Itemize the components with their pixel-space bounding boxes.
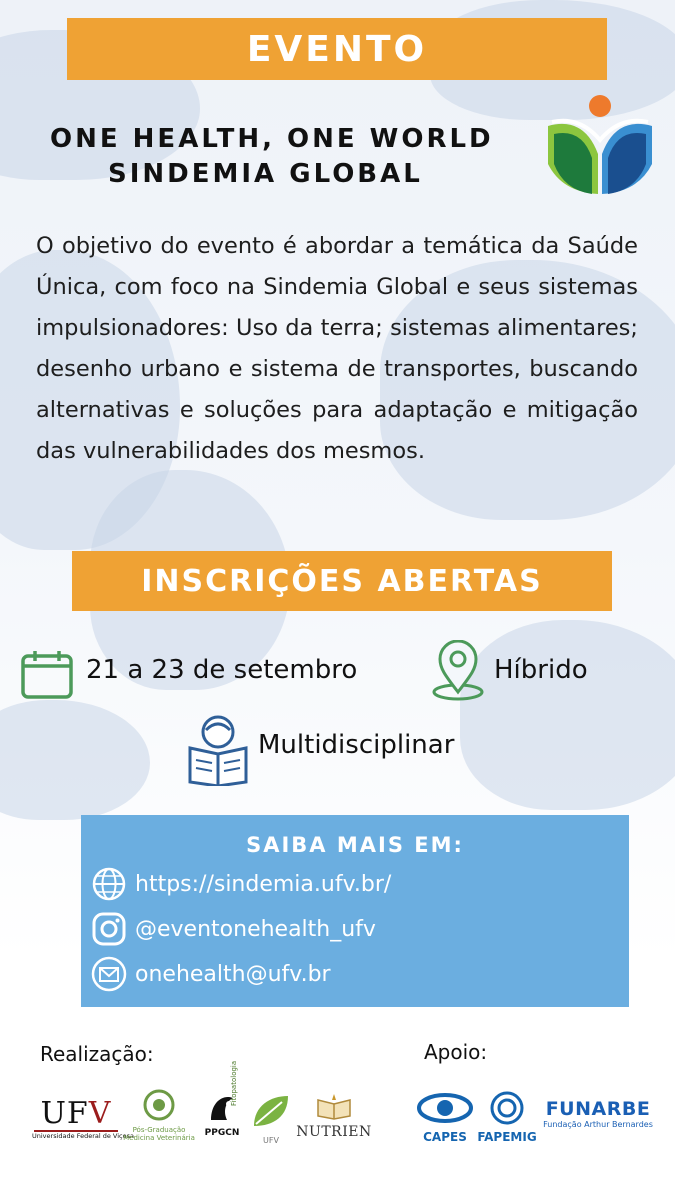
fapemig-emblem-icon	[488, 1090, 526, 1126]
website-link[interactable]	[91, 865, 391, 903]
event-scope: Multidisciplinar	[258, 730, 455, 760]
more-info-title: SAIBA MAIS EM:	[246, 833, 464, 857]
ppgcn-logo: PPGCN	[200, 1092, 244, 1146]
map-shape	[0, 700, 150, 820]
fapemig-logo: FAPEMIG	[474, 1090, 540, 1146]
instagram-link[interactable]	[91, 910, 376, 948]
location-pin-icon	[430, 640, 486, 702]
funarbe-logo: FUNARBE Fundação Arthur Bernardes	[543, 1098, 653, 1129]
event-banner: EVENTO	[67, 18, 607, 80]
leaf-icon	[246, 1090, 296, 1132]
website-url: https://sindemia.ufv.br/	[135, 871, 392, 897]
calendar-icon	[20, 648, 74, 700]
instagram-handle: @eventonehealth_ufv	[135, 916, 376, 942]
fitopatologia-logo: Fitopatologia UFV	[246, 1090, 296, 1146]
ufv-subtitle: Universidade Federal de Viçosa	[32, 1132, 134, 1140]
globe-icon	[91, 866, 127, 902]
map-shape	[460, 620, 675, 810]
email-address: onehealth@ufv.br	[135, 961, 331, 987]
reader-book-icon	[186, 712, 250, 786]
instagram-icon	[91, 911, 127, 947]
vet-emblem-icon	[142, 1088, 176, 1122]
one-health-logo	[544, 94, 656, 204]
event-date: 21 a 23 de setembro	[86, 655, 358, 685]
mail-icon	[91, 956, 127, 992]
realizacao-label: Realização:	[40, 1042, 154, 1066]
capes-logo: CAPES	[414, 1090, 476, 1146]
event-description: O objetivo do evento é abordar a temática da Saúde Única, com foco na Sindemia Global e seus sistemas impulsionadores: Uso da terra; sistemas alimentares; desenho urbano e sistema de transportes, buscando alternativas e soluções para adaptação e mitigação das vulnerabilidades dos mesmos.	[36, 233, 638, 464]
ufv-logo: UFV Universidade Federal de Viçosa	[32, 1096, 134, 1140]
registration-banner: INSCRIÇÕES ABERTAS	[72, 551, 612, 611]
event-title-line1: ONE HEALTH, ONE WORLD	[50, 124, 494, 154]
more-info-box	[81, 815, 629, 1007]
nutrien-logo: NUTRIEN	[296, 1092, 372, 1146]
apoio-label: Apoio:	[424, 1040, 488, 1064]
email-link[interactable]	[91, 955, 331, 993]
open-book-icon	[314, 1092, 354, 1120]
event-title-line2: SINDEMIA GLOBAL	[108, 159, 423, 189]
vet-medicine-logo: Pós-Graduação Medicina Veterinária	[120, 1088, 198, 1150]
event-format: Híbrido	[494, 655, 588, 685]
capes-eye-icon	[416, 1090, 474, 1126]
